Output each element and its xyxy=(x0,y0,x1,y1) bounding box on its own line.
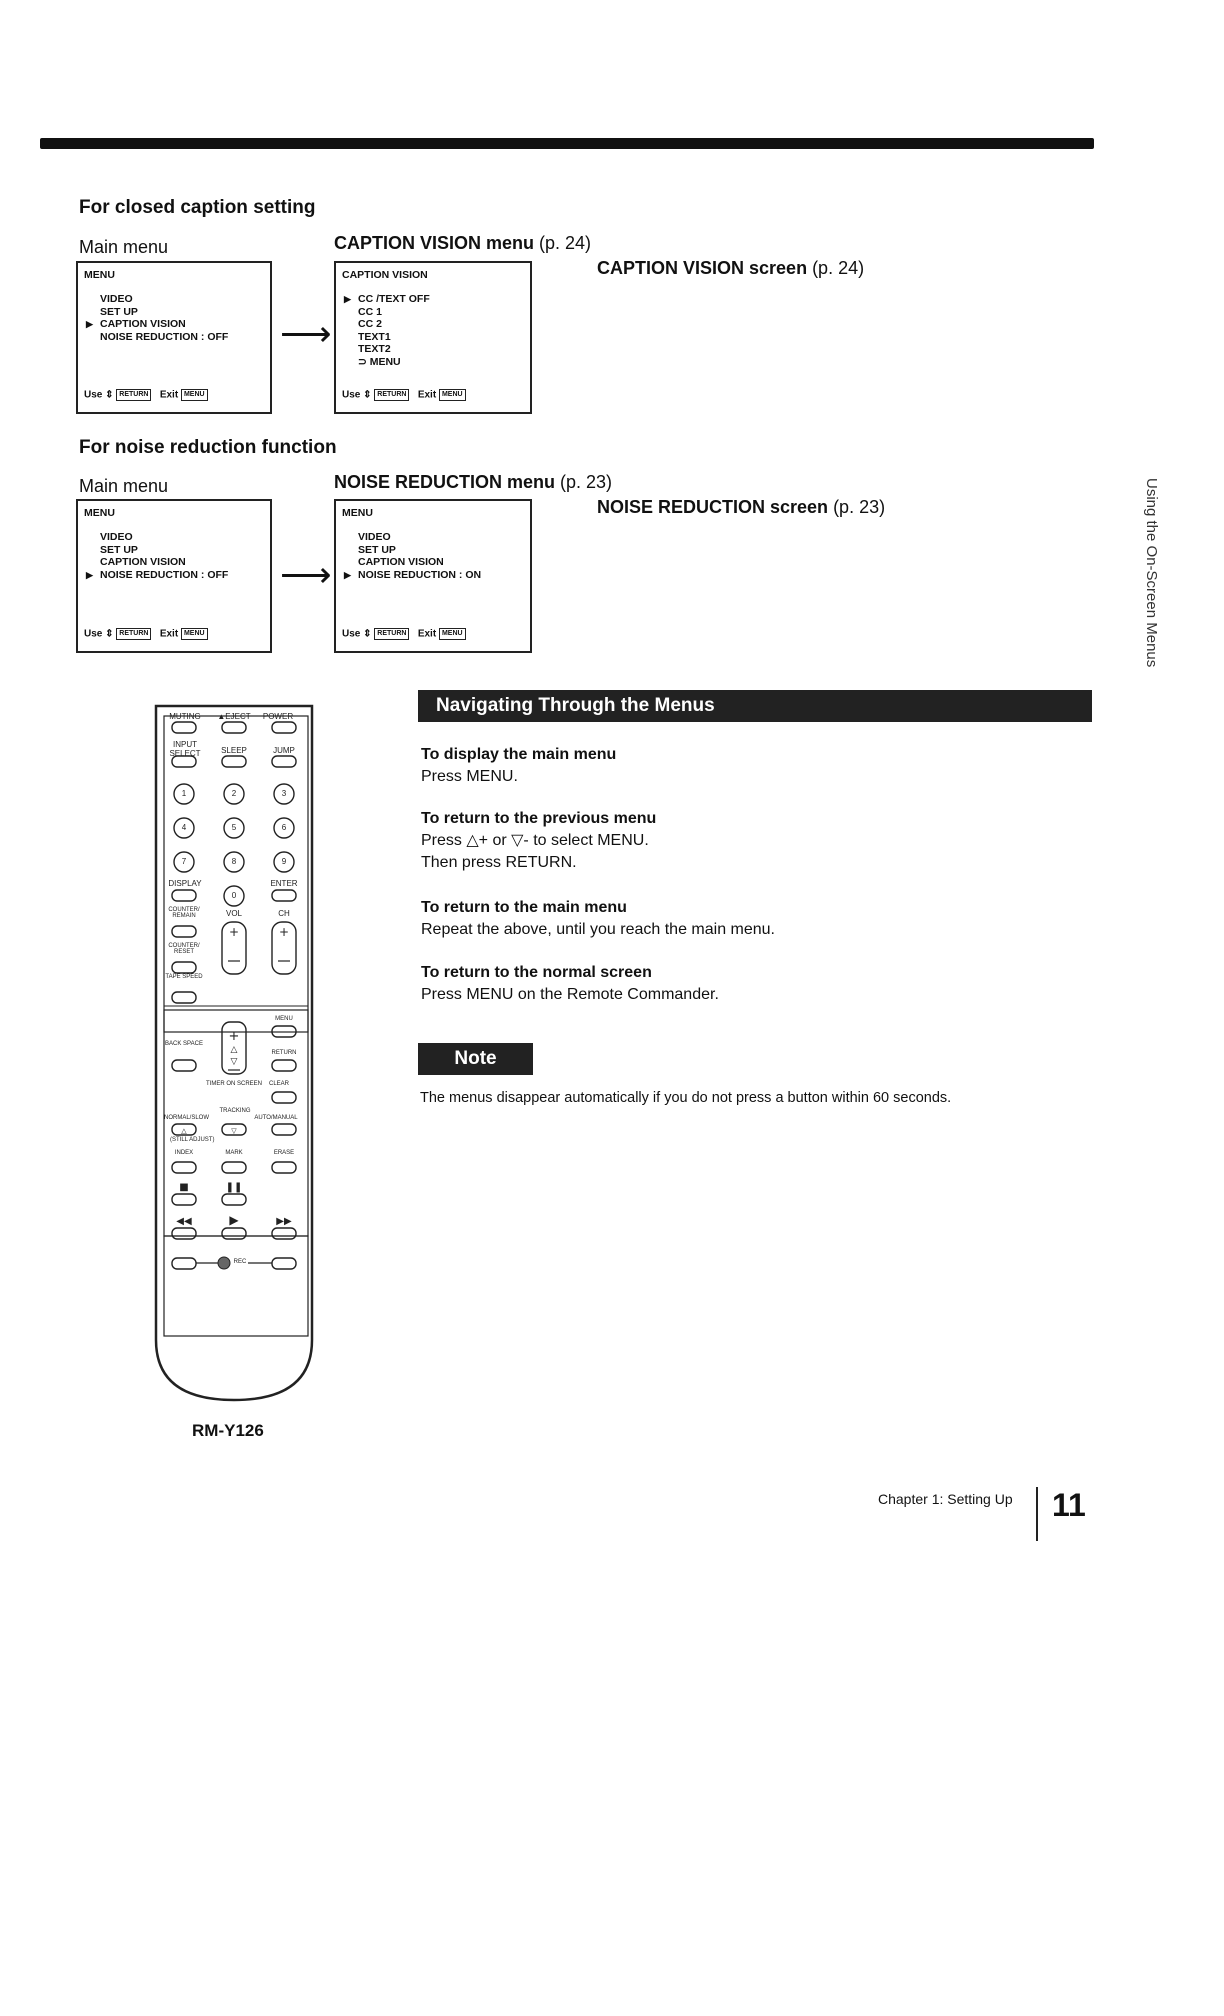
footer-divider xyxy=(1036,1487,1038,1541)
menu-items xyxy=(100,293,228,343)
task-text: Press △+ or ▽- to select MENU. xyxy=(421,832,649,849)
key-label-input-select: INPUT SELECT xyxy=(169,740,201,758)
svg-text:▽: ▽ xyxy=(230,1057,238,1067)
key-label-return: RETURN xyxy=(271,1050,297,1056)
menu-items xyxy=(358,293,430,368)
key-label-power: POWER xyxy=(262,712,294,721)
key-label-jump: JUMP xyxy=(273,746,295,755)
menu-items xyxy=(358,531,481,581)
svg-text:+: + xyxy=(228,1029,240,1044)
page-number: 11 xyxy=(1052,1487,1086,1523)
task-title: To display the main menu xyxy=(421,746,617,763)
key-label-rec: REC xyxy=(233,1259,247,1265)
svg-text:▽: ▽ xyxy=(231,1127,237,1135)
svg-text:+: + xyxy=(228,925,240,939)
menu-item: VIDEO xyxy=(100,531,133,543)
key-label-erase: ERASE xyxy=(273,1150,295,1156)
key-label-clear: CLEAR xyxy=(268,1081,289,1087)
menu-item: CAPTION VISION xyxy=(358,556,444,568)
key-digit-2: 2 xyxy=(231,789,237,798)
screen-footer: Use ⇕ RETURN Exit MENU xyxy=(342,389,466,402)
menu-items xyxy=(100,531,228,581)
screen-title: MENU xyxy=(342,507,373,519)
key-label-counter-remain: COUNTER/ REMAIN xyxy=(168,907,200,919)
menu-item-selected: ▶ NOISE REDUCTION : ON xyxy=(358,569,481,582)
key-label-counter-reset: COUNTER/ RESET xyxy=(168,943,200,955)
key-label-menu: MENU xyxy=(275,1016,293,1022)
menu-item: CC 1 xyxy=(358,305,382,318)
key-label-vol: VOL xyxy=(225,909,242,918)
chapter-label: Chapter 1: Setting Up xyxy=(878,1491,1013,1507)
side-tab: Using the On-Screen Menus xyxy=(1143,478,1160,668)
key-label-still-adjust: (STILL ADJUST) xyxy=(170,1137,215,1143)
task-display-main-menu xyxy=(421,744,616,788)
svg-text:▶: ▶ xyxy=(229,1213,239,1227)
top-rule xyxy=(40,138,1094,149)
navigation-banner: Navigating Through the Menus xyxy=(418,690,1092,722)
caption-vision-menu-screen xyxy=(334,261,532,414)
main-menu-screen xyxy=(76,261,272,414)
main-menu-label: Main menu xyxy=(79,237,169,257)
svg-text:△: △ xyxy=(181,1127,187,1135)
svg-text:▶▶: ▶▶ xyxy=(276,1216,292,1227)
task-title: To return to the main menu xyxy=(421,899,627,916)
svg-text:❚❚: ❚❚ xyxy=(225,1182,243,1193)
menu-item: SET UP xyxy=(100,543,138,556)
key-digit-6: 6 xyxy=(281,823,287,832)
key-label-tracking: TRACKING xyxy=(219,1108,251,1114)
menu-item: CC 2 xyxy=(358,318,382,330)
key-label-normal-slow: NORMAL/SLOW xyxy=(164,1115,210,1121)
key-label-display: DISPLAY xyxy=(168,879,202,888)
key-label-muting: MUTING xyxy=(169,712,201,721)
task-text: Then press RETURN. xyxy=(421,854,577,871)
section-heading-noise-reduction: For noise reduction function xyxy=(79,437,337,458)
screen-title: MENU xyxy=(84,507,115,519)
key-label-eject: ▲EJECT xyxy=(217,712,251,721)
remote-model-label: RM-Y126 xyxy=(192,1421,264,1440)
key-digit-5: 5 xyxy=(231,823,237,832)
key-label-enter: ENTER xyxy=(270,879,298,888)
key-digit-0: 0 xyxy=(231,891,237,900)
screen-title: CAPTION VISION xyxy=(342,269,428,281)
key-label-timer-on-screen: TIMER ON SCREEN xyxy=(205,1081,262,1087)
key-label-sleep: SLEEP xyxy=(221,746,247,755)
screen-footer: Use ⇕ RETURN Exit MENU xyxy=(84,628,208,641)
task-return-normal-screen xyxy=(421,962,719,1006)
svg-text:△: △ xyxy=(230,1045,238,1055)
caption-vision-screen-label: CAPTION VISION screen (p. 24) xyxy=(597,258,865,278)
screen-title: MENU xyxy=(84,269,115,281)
svg-text:◀◀: ◀◀ xyxy=(176,1216,192,1227)
key-label-index: INDEX xyxy=(174,1150,194,1156)
menu-item: SET UP xyxy=(100,305,138,318)
task-title: To return to the previous menu xyxy=(421,810,657,827)
task-text: Repeat the above, until you reach the main menu. xyxy=(421,921,775,938)
menu-item: VIDEO xyxy=(358,531,391,543)
note-banner: Note xyxy=(418,1043,533,1075)
key-digit-3: 3 xyxy=(281,789,287,798)
noise-reduction-screen-label: NOISE REDUCTION screen (p. 23) xyxy=(597,497,886,517)
key-label-back-space: BACK SPACE xyxy=(165,1041,203,1047)
section-heading-closed-caption: For closed caption setting xyxy=(79,197,316,218)
key-label-mark: MARK xyxy=(225,1150,243,1156)
menu-item: SET UP xyxy=(358,543,396,556)
caption-vision-menu-label: CAPTION VISION menu (p. 24) xyxy=(334,233,592,253)
menu-item-selected: ▶ CC /TEXT OFF xyxy=(358,293,430,306)
menu-item: VIDEO xyxy=(100,293,133,305)
note-text: The menus disappear automatically if you do not press a button within 60 seconds. xyxy=(420,1090,952,1106)
key-digit-1: 1 xyxy=(181,789,187,798)
menu-item: CAPTION VISION xyxy=(100,556,186,568)
arrow-right-icon: ⟶ xyxy=(280,313,332,354)
task-text: Press MENU on the Remote Commander. xyxy=(421,986,719,1003)
noise-reduction-menu-label: NOISE REDUCTION menu (p. 23) xyxy=(334,472,613,492)
menu-item: TEXT1 xyxy=(358,330,391,343)
key-digit-9: 9 xyxy=(281,857,287,866)
svg-text:■: ■ xyxy=(179,1182,189,1193)
screen-footer: Use ⇕ RETURN Exit MENU xyxy=(84,389,208,402)
key-digit-8: 8 xyxy=(231,857,237,866)
task-return-main-menu xyxy=(421,897,775,941)
screen-footer: Use ⇕ RETURN Exit MENU xyxy=(342,628,466,641)
task-title: To return to the normal screen xyxy=(421,964,652,981)
menu-item-selected: ▶ CAPTION VISION xyxy=(100,318,228,331)
noise-reduction-menu-screen xyxy=(334,499,532,653)
arrow-right-icon: ⟶ xyxy=(280,554,332,595)
task-return-previous-menu xyxy=(421,808,656,874)
menu-item: TEXT2 xyxy=(358,343,391,355)
menu-item-selected: ▶ NOISE REDUCTION : OFF xyxy=(100,569,228,582)
task-text: Press MENU. xyxy=(421,768,518,785)
key-label-ch: CH xyxy=(278,909,290,918)
key-digit-4: 4 xyxy=(181,823,187,832)
key-digit-7: 7 xyxy=(181,857,187,866)
menu-item: ⊃ MENU xyxy=(358,355,401,368)
main-menu-label: Main menu xyxy=(79,476,169,496)
main-menu-screen-2 xyxy=(76,499,272,653)
menu-item: NOISE REDUCTION : OFF xyxy=(100,330,229,343)
key-label-auto-manual: AUTO/MANUAL xyxy=(254,1115,298,1121)
svg-text:+: + xyxy=(278,925,290,939)
key-label-tape-speed: TAPE SPEED xyxy=(165,974,203,980)
